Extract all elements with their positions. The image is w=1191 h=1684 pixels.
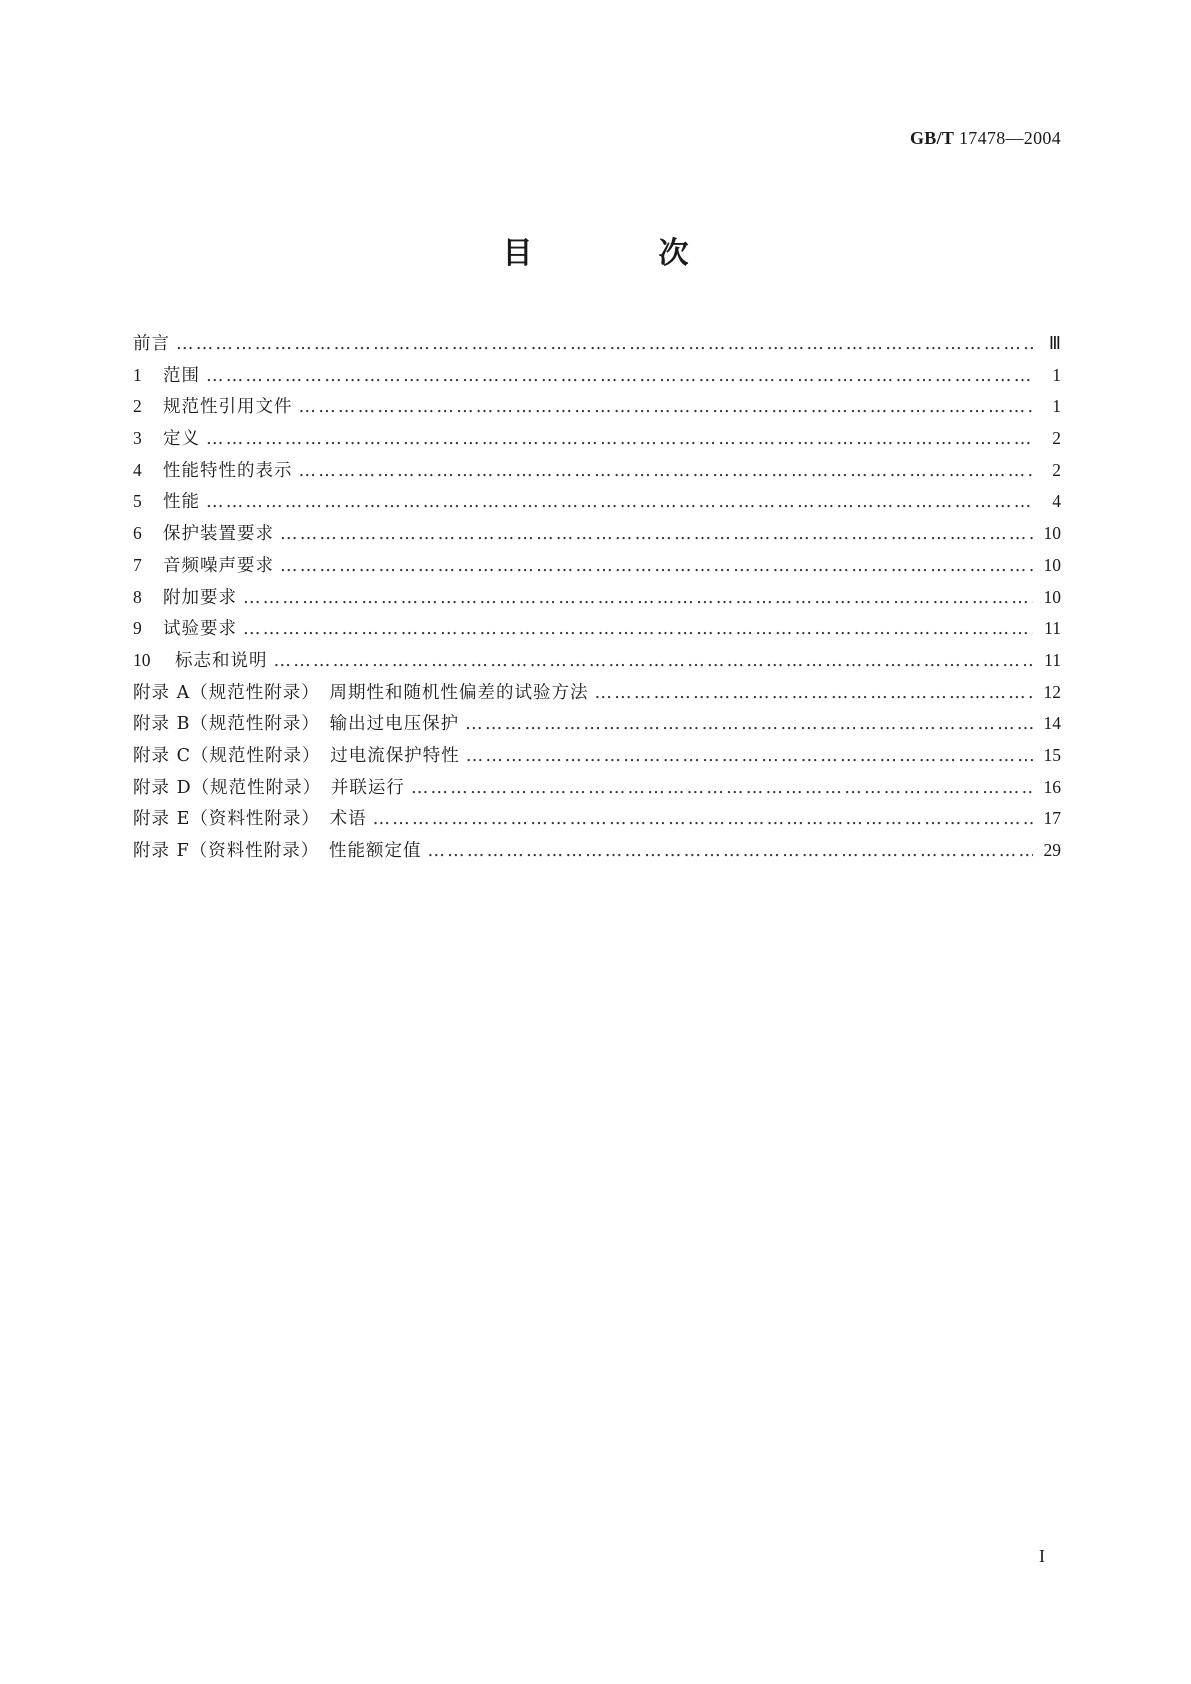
page-number: I	[1039, 1546, 1045, 1566]
toc-entry-appendix-e[interactable]	[133, 805, 1061, 837]
leader-dots	[466, 746, 1033, 766]
toc-page-number: 2	[1052, 428, 1061, 449]
toc-label: 附录 B（规范性附录） 输出过电压保护	[133, 714, 460, 735]
toc-label: 附录 E（资料性附录） 术语	[133, 809, 367, 830]
toc-entry-10[interactable]	[133, 647, 1061, 679]
toc-entry-foreword[interactable]	[133, 330, 1061, 362]
leader-dots	[299, 461, 1034, 481]
toc-number: 1	[133, 364, 142, 385]
leader-dots	[373, 809, 1033, 829]
leader-dots	[465, 714, 1033, 734]
toc-label: 附录 C（规范性附录） 过电流保护特性	[133, 745, 460, 766]
toc-entry-3[interactable]	[133, 425, 1061, 457]
toc-label: 附录 D（规范性附录） 并联运行	[133, 777, 405, 798]
toc-label: 定义	[163, 429, 200, 450]
toc-page-number: 12	[1043, 681, 1061, 702]
toc-number: 9	[133, 618, 142, 639]
toc-entry-appendix-c[interactable]	[133, 742, 1061, 774]
toc-label: 规范性引用文件	[163, 397, 293, 418]
toc-number: 7	[133, 554, 142, 575]
toc-label: 附加要求	[163, 587, 237, 608]
toc-entry-appendix-d[interactable]	[133, 774, 1061, 806]
toc-label: 性能特性的表示	[163, 460, 293, 481]
leader-dots	[280, 556, 1033, 576]
leader-dots	[411, 778, 1033, 798]
leader-dots	[427, 841, 1033, 861]
leader-dots	[243, 588, 1033, 608]
toc-entry-1[interactable]	[133, 362, 1061, 394]
leader-dots	[280, 524, 1033, 544]
toc-entry-6[interactable]	[133, 520, 1061, 552]
leader-dots	[594, 683, 1033, 703]
toc-number: 4	[133, 459, 142, 480]
toc-page-number: Ⅲ	[1048, 333, 1061, 353]
toc-label: 标志和说明	[175, 650, 268, 671]
leader-dots	[274, 651, 1034, 671]
toc-label: 前言	[133, 334, 170, 354]
toc-page-number: 14	[1043, 713, 1061, 734]
toc-entry-7[interactable]	[133, 552, 1061, 584]
toc-page-number: 15	[1043, 744, 1061, 765]
leader-dots	[176, 334, 1033, 354]
toc-label: 范围	[163, 365, 200, 386]
toc-page-number: 1	[1052, 396, 1061, 417]
toc-page-number: 17	[1043, 808, 1061, 829]
toc-entry-5[interactable]	[133, 488, 1061, 520]
toc-label: 附录 A（规范性附录） 周期性和随机性偏差的试验方法	[133, 682, 589, 703]
standard-code-number: 17478—2004	[959, 128, 1061, 148]
toc-number: 2	[133, 396, 142, 417]
toc-entry-appendix-f[interactable]	[133, 837, 1061, 869]
toc-entry-9[interactable]	[133, 615, 1061, 647]
toc-entry-appendix-a[interactable]	[133, 679, 1061, 711]
toc-label: 试验要求	[163, 619, 237, 640]
toc-entry-2[interactable]	[133, 393, 1061, 425]
toc-entry-appendix-b[interactable]	[133, 710, 1061, 742]
toc-number: 6	[133, 523, 142, 544]
leader-dots	[206, 492, 1033, 512]
leader-dots	[299, 397, 1034, 417]
toc-number: 8	[133, 586, 142, 607]
standard-code	[910, 128, 1061, 149]
toc-page-number: 11	[1044, 618, 1061, 639]
leader-dots	[243, 619, 1033, 639]
leader-dots	[206, 366, 1033, 386]
toc-page-number: 16	[1043, 776, 1061, 797]
toc-page-number: 1	[1052, 364, 1061, 385]
toc-page-number: 29	[1043, 840, 1061, 860]
toc-page-number: 11	[1044, 649, 1061, 670]
toc-page-number: 10	[1043, 554, 1061, 575]
toc-entry-4[interactable]	[133, 457, 1061, 489]
toc-number: 5	[133, 491, 142, 512]
table-of-contents	[133, 330, 1061, 869]
toc-number: 10	[133, 649, 151, 670]
toc-label: 音频噪声要求	[163, 555, 274, 576]
toc-page-number: 4	[1052, 491, 1061, 512]
toc-label: 保护装置要求	[163, 524, 274, 545]
toc-label: 性能	[163, 492, 200, 513]
standard-code-prefix: GB/T	[909, 128, 955, 148]
toc-number: 3	[133, 428, 142, 449]
toc-entry-8[interactable]	[133, 584, 1061, 616]
toc-label: 附录 F（资料性附录） 性能额定值	[133, 841, 422, 861]
toc-page-number: 10	[1043, 523, 1061, 544]
page-title: 目 次	[502, 236, 737, 271]
toc-page-number: 10	[1043, 586, 1061, 607]
toc-page-number: 2	[1052, 459, 1061, 480]
leader-dots	[206, 429, 1033, 449]
